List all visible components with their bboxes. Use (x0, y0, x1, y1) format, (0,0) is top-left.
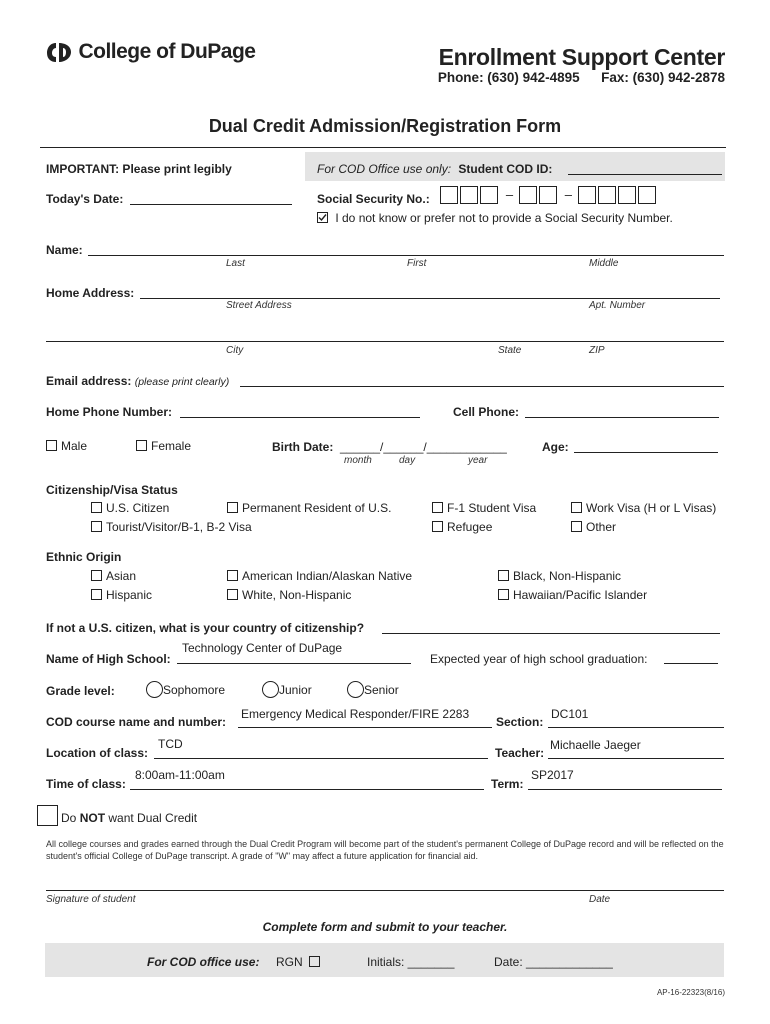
important-note: IMPORTANT: Please print legibly (46, 162, 232, 176)
option-label: Other (586, 520, 617, 534)
grade-level-label: Grade level: (46, 684, 115, 698)
city-field[interactable] (46, 341, 724, 342)
citizenship-option[interactable] (227, 501, 391, 515)
term-value: SP2017 (531, 768, 574, 782)
ssn-optout-checkbox[interactable] (317, 212, 328, 223)
course-label: COD course name and number: (46, 715, 227, 729)
female-label: Female (151, 439, 192, 453)
not-want-checkbox[interactable] (37, 805, 58, 826)
location-value: TCD (158, 737, 183, 751)
option-label: Refugee (447, 520, 493, 534)
contact-line (438, 70, 725, 85)
female-option[interactable] (136, 439, 191, 453)
ssn-optout-label: I do not know or prefer not to provide a Social Security Number. (335, 211, 673, 225)
grade-option-junior[interactable] (262, 681, 312, 698)
birth-month-sub: month (344, 455, 372, 466)
citizenship-option[interactable] (571, 520, 616, 534)
todays-date-label: Today's Date: (46, 192, 124, 206)
office-only-label: For COD Office use only: (317, 162, 452, 176)
citizenship-option[interactable] (432, 520, 492, 534)
office-date[interactable]: Date: _____________ (494, 955, 613, 969)
checkbox[interactable] (498, 570, 509, 581)
office-id-row (317, 162, 552, 176)
ethnic-option[interactable] (227, 569, 412, 583)
signature-field[interactable] (46, 890, 724, 891)
ethnic-option[interactable] (227, 588, 351, 602)
checkbox[interactable] (227, 502, 238, 513)
country-label: If not a U.S. citizen, what is your country of citizenship? (46, 621, 365, 635)
citizenship-title: Citizenship/Visa Status (46, 483, 178, 497)
location-label: Location of class: (46, 746, 149, 760)
checkbox[interactable] (498, 589, 509, 600)
office-initials[interactable]: Initials: _______ (367, 955, 455, 969)
phone-number: Phone: (630) 942-4895 (437, 70, 580, 85)
citizenship-option[interactable] (571, 501, 716, 515)
section-label: Section: (496, 715, 544, 729)
state-sub: State (498, 345, 522, 356)
grade-option-sophomore[interactable] (146, 681, 225, 698)
time-field[interactable] (130, 789, 484, 790)
grade-option-senior[interactable] (347, 681, 399, 698)
form-code: AP-16-22323(8/16) (656, 988, 725, 997)
ethnic-option[interactable] (91, 588, 152, 602)
ssn-optout-row (317, 211, 673, 225)
checkbox[interactable] (571, 502, 582, 513)
course-value: Emergency Medical Responder/FIRE 2283 (241, 707, 470, 721)
option-label: Senior (364, 683, 399, 697)
office-rgn (276, 955, 324, 969)
high-school-value: Technology Center of DuPage (182, 641, 343, 655)
birth-date-label: Birth Date: (272, 440, 334, 454)
checkbox[interactable] (227, 570, 238, 581)
birth-day-sub: day (399, 455, 416, 466)
high-school-label: Name of High School: (46, 652, 171, 666)
college-logo-icon (46, 40, 72, 64)
checkbox[interactable] (571, 521, 582, 532)
section-field[interactable] (548, 727, 724, 728)
age-label: Age: (542, 440, 569, 454)
email-row (46, 374, 229, 388)
signature-date-label: Date (589, 894, 611, 905)
grad-year-label: Expected year of high school graduation: (430, 652, 648, 666)
student-id-label: Student COD ID: (458, 162, 553, 176)
apt-sub: Apt. Number (589, 300, 646, 311)
citizenship-option[interactable] (432, 501, 536, 515)
home-phone-label: Home Phone Number: (46, 405, 173, 419)
zip-sub: ZIP (589, 345, 605, 356)
teacher-field[interactable] (548, 758, 724, 759)
email-label: Email address: (46, 374, 132, 388)
submit-instruction: Complete form and submit to your teacher. (262, 920, 508, 934)
teacher-value: Michaelle Jaeger (550, 738, 641, 752)
office-use-label: For COD office use: (147, 955, 260, 969)
ethnic-title: Ethnic Origin (46, 550, 122, 564)
option-label: Hawaiian/Pacific Islander (513, 588, 648, 602)
checkbox[interactable] (432, 502, 443, 513)
option-label: White, Non-Hispanic (242, 588, 352, 602)
female-checkbox[interactable] (136, 440, 147, 451)
name-first-sub: First (407, 258, 427, 269)
home-phone-field[interactable] (180, 417, 420, 418)
cell-phone-label: Cell Phone: (453, 405, 520, 419)
option-label: Black, Non-Hispanic (513, 569, 622, 583)
center-title: Enrollment Support Center (438, 44, 725, 70)
ssn-boxes[interactable]: – – (440, 186, 658, 204)
checkbox[interactable] (432, 521, 443, 532)
teacher-label: Teacher: (495, 746, 545, 760)
checkbox[interactable] (91, 521, 102, 532)
ethnic-option[interactable] (498, 569, 621, 583)
radio-button[interactable] (347, 681, 364, 698)
time-label: Time of class: (46, 777, 126, 791)
citizenship-option[interactable] (91, 501, 169, 515)
male-option[interactable] (46, 439, 87, 453)
checkbox[interactable] (91, 502, 102, 513)
option-label: American Indian/Alaskan Native (242, 569, 413, 583)
college-logo (46, 40, 255, 66)
home-address-label: Home Address: (46, 286, 135, 300)
name-middle-sub: Middle (589, 258, 619, 269)
high-school-field[interactable] (177, 663, 411, 664)
location-field[interactable] (154, 758, 488, 759)
term-label: Term: (491, 777, 524, 791)
option-label: Tourist/Visitor/B-1, B-2 Visa (106, 520, 252, 534)
option-label: Work Visa (H or L Visas) (586, 501, 717, 515)
cell-phone-field[interactable] (525, 417, 719, 418)
radio-button[interactable] (146, 681, 163, 698)
ssn-label: Social Security No.: (317, 192, 430, 206)
male-label: Male (61, 439, 88, 453)
city-sub: City (226, 345, 244, 356)
checkbox[interactable] (227, 589, 238, 600)
ethnic-option[interactable] (498, 588, 647, 602)
todays-date-field[interactable] (130, 204, 292, 205)
not-want-bold: NOT (79, 811, 106, 825)
birth-date-field[interactable]: ______/______/____________ (340, 440, 507, 454)
logo-text: College of DuPage (78, 40, 256, 63)
disclaimer-text: All college courses and grades earned through the Dual Credit Program will become part of the student's permanent College of DuPage record and will be reflected on the student's official College of DuPage transcript. A grade of "W" may affect a future application for financial aid. (46, 839, 724, 861)
radio-button[interactable] (262, 681, 279, 698)
option-label: U.S. Citizen (106, 501, 170, 515)
checkbox[interactable] (91, 570, 102, 581)
male-checkbox[interactable] (46, 440, 57, 451)
fax-number: Fax: (630) 942-2878 (601, 70, 725, 85)
course-field[interactable] (238, 727, 492, 728)
time-value: 8:00am-11:00am (135, 768, 225, 782)
student-id-field[interactable] (568, 174, 722, 175)
name-last-sub: Last (226, 258, 245, 269)
signature-label: Signature of student (46, 894, 136, 905)
form-title: Dual Credit Admission/Registration Form (208, 116, 562, 136)
street-sub: Street Address (226, 300, 292, 311)
check-icon (318, 213, 327, 222)
option-label: Hispanic (106, 588, 153, 602)
birth-year-sub: year (468, 455, 488, 466)
name-label: Name: (46, 243, 83, 257)
checkbox[interactable] (91, 589, 102, 600)
rgn-label: RGN (276, 955, 303, 969)
email-field[interactable] (240, 386, 724, 387)
option-label: Junior (279, 683, 312, 697)
not-want-post: want Dual Credit (105, 811, 198, 825)
country-field[interactable] (382, 633, 720, 634)
term-field[interactable] (528, 789, 722, 790)
citizenship-option[interactable] (91, 520, 252, 534)
ethnic-option[interactable] (91, 569, 136, 583)
option-label: Permanent Resident of U.S. (242, 501, 392, 515)
title-divider (40, 147, 726, 148)
rgn-checkbox[interactable] (309, 956, 320, 967)
street-field[interactable] (140, 298, 720, 299)
not-want-pre: Do (61, 811, 80, 825)
email-hint: (please print clearly) (134, 376, 230, 388)
not-want-label (61, 811, 197, 825)
age-field[interactable] (574, 452, 718, 453)
option-label: Asian (106, 569, 137, 583)
name-field[interactable] (88, 255, 724, 256)
option-label: F-1 Student Visa (447, 501, 537, 515)
option-label: Sophomore (163, 683, 226, 697)
grad-year-field[interactable] (664, 663, 718, 664)
section-value: DC101 (551, 707, 589, 721)
